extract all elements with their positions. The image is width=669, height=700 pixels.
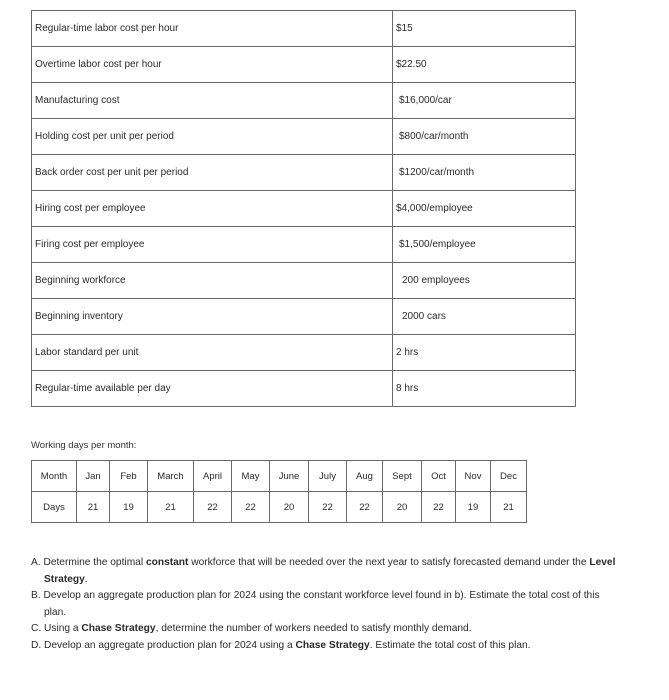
month-cell: Sept [383,461,422,492]
working-days-heading: Working days per month: [31,440,137,451]
month-row [32,461,527,492]
param-value: $1,500/employee [393,227,576,263]
table-row [32,335,576,371]
month-cell: Jan [77,461,110,492]
question-d: D. Develop an aggregate production plan for 2024 using a Chase Strategy. Estimate the total cost of this plan. [31,639,531,651]
days-cell: 22 [347,492,383,523]
days-cell: 19 [456,492,491,523]
param-value: 2 hrs [393,335,576,371]
param-label: Manufacturing cost [32,83,393,119]
days-cell: 22 [422,492,456,523]
question-list [31,555,621,654]
days-cell: 19 [110,492,148,523]
param-label: Regular-time labor cost per hour [32,11,393,47]
question-c: C. Using a Chase Strategy, determine the number of workers needed to satisfy monthly demand. [31,623,472,634]
param-value: $800/car/month [393,119,576,155]
param-value: $22.50 [393,47,576,83]
month-cell: June [270,461,309,492]
working-days-table [31,460,527,523]
days-cell: 21 [77,492,110,523]
month-cell: Dec [491,461,527,492]
month-cell: Feb [110,461,148,492]
param-label: Holding cost per unit per period [32,119,393,155]
param-value: 2000 cars [393,299,576,335]
month-cell: Nov [456,461,491,492]
param-label: Labor standard per unit [32,335,393,371]
month-cell: May [232,461,270,492]
param-value: 8 hrs [393,371,576,407]
month-cell: March [148,461,194,492]
table-row [32,83,576,119]
param-value: $15 [393,11,576,47]
cost-parameters-table [31,10,576,407]
param-label: Back order cost per unit per period [32,155,393,191]
days-cell: 21 [148,492,194,523]
question-a: A. Determine the optimal constant workforce that will be needed over the next year to satisfy forecasted demand under the Level Strategy. [31,557,616,585]
param-value: $16,000/car [393,83,576,119]
param-value: $4,000/employee [393,191,576,227]
param-label: Beginning inventory [32,299,393,335]
days-cell: 22 [309,492,347,523]
param-value: $1200/car/month [393,155,576,191]
param-label: Firing cost per employee [32,227,393,263]
days-cell: 22 [194,492,232,523]
table-row [32,263,576,299]
table-row [32,299,576,335]
table-row [32,155,576,191]
param-value: 200 employees [393,263,576,299]
month-cell: Aug [347,461,383,492]
table-row [32,227,576,263]
param-label: Overtime labor cost per hour [32,47,393,83]
days-cell: 20 [383,492,422,523]
month-cell: Oct [422,461,456,492]
param-label: Hiring cost per employee [32,191,393,227]
days-header-cell: Days [32,492,77,523]
table-row [32,371,576,407]
days-row [32,492,527,523]
month-cell: April [194,461,232,492]
table-row [32,119,576,155]
days-cell: 22 [232,492,270,523]
param-label: Beginning workforce [32,263,393,299]
table-row [32,191,576,227]
month-header-cell: Month [32,461,77,492]
days-cell: 21 [491,492,527,523]
question-b: B. Develop an aggregate production plan for 2024 using the constant workforce level found in b). Estimate the total cost of this plan. [31,590,600,618]
table-row [32,47,576,83]
param-label: Regular-time available per day [32,371,393,407]
days-cell: 20 [270,492,309,523]
month-cell: July [309,461,347,492]
table-row [32,11,576,47]
